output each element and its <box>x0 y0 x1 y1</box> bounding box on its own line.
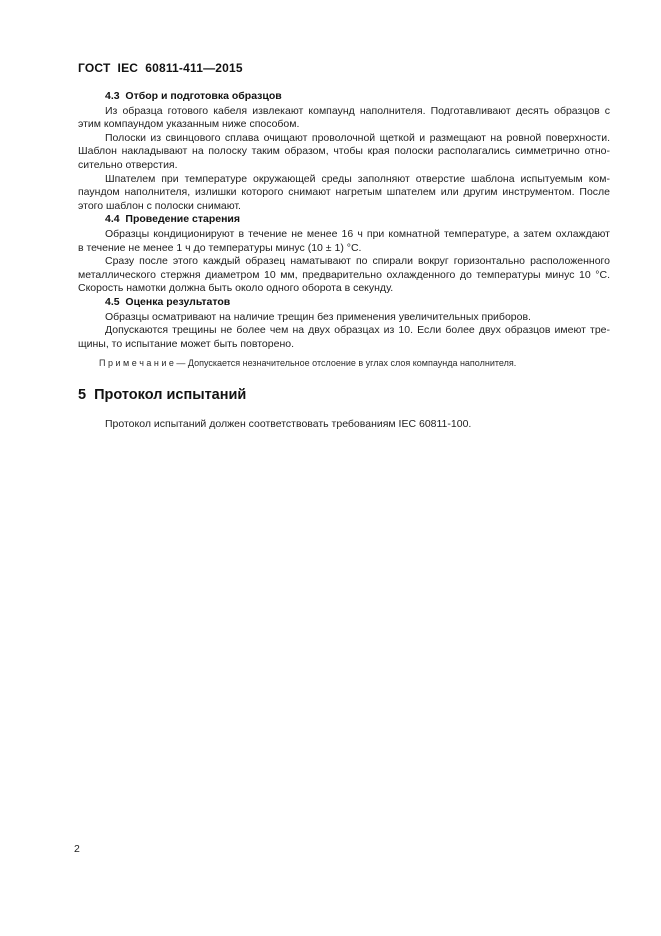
para-line: Допускаются трещины не более чем на двух образцах из 10. Если более двух образцов имеют тре- <box>105 324 610 337</box>
note-text: П р и м е ч а н и е — Допускается незначительное отслоение в углах слоя компаунда наполнителя. <box>99 358 517 369</box>
page-number: 2 <box>74 843 80 855</box>
para-line: Образцы кондиционируют в течение не менее 16 ч при комнатной температуре, а затем охлаждают <box>105 227 610 240</box>
para-line: Шаблон накладывают на полоску таким образом, чтобы края полоски располагались симметрично отно- <box>78 145 610 158</box>
para-line: Шпателем при температуре окружающей среды заполняют отверстие шаблона испытуемым ком- <box>105 172 610 185</box>
para-line: Из образца готового кабеля извлекают компаунд наполнителя. Подготавливают десять образцов с <box>105 104 610 117</box>
section-heading-4-4: 4.4 Проведение старения <box>105 213 241 226</box>
para-line: этим компаундом указанным ниже способом. <box>78 118 300 131</box>
document-content <box>78 90 610 432</box>
section-heading-5: 5 Протокол испытаний <box>78 387 247 404</box>
para-line: Сразу после этого каждый образец наматывают по спирали вокруг горизонтально расположенного <box>105 255 610 268</box>
para-line: Полоски из свинцового сплава очищают проволочной щеткой и размещают на ровной поверхности. <box>105 131 610 144</box>
page-header: ГОСТ IEC 60811-411—2015 <box>78 61 243 75</box>
para-line: сительно отверстия. <box>78 158 178 171</box>
para-line: паундом наполнителя, излишки которого снимают нагретым шпателем или другим инструментом. После <box>78 186 610 199</box>
para-line: металлического стержня диаметром 10 мм, предварительно охлажденного до температуры минус 10 °С. <box>78 268 610 281</box>
para-line: щины, то испытание может быть повторено. <box>78 337 295 350</box>
para-line: Протокол испытаний должен соответствовать требованиям IEC 60811-100. <box>105 418 472 431</box>
section-heading-4-5: 4.5 Оценка результатов <box>105 295 231 308</box>
para-line: этого шаблон с полоски снимают. <box>78 199 241 212</box>
para-line: Образцы осматривают на наличие трещин без применения увеличительных приборов. <box>105 310 531 323</box>
section-heading-4-3: 4.3 Отбор и подготовка образцов <box>105 90 282 102</box>
para-line: Скорость намотки должна быть около одного оборота в секунду. <box>78 282 394 295</box>
para-line: в течение не менее 1 ч до температуры минус (10 ± 1) °С. <box>78 241 362 254</box>
